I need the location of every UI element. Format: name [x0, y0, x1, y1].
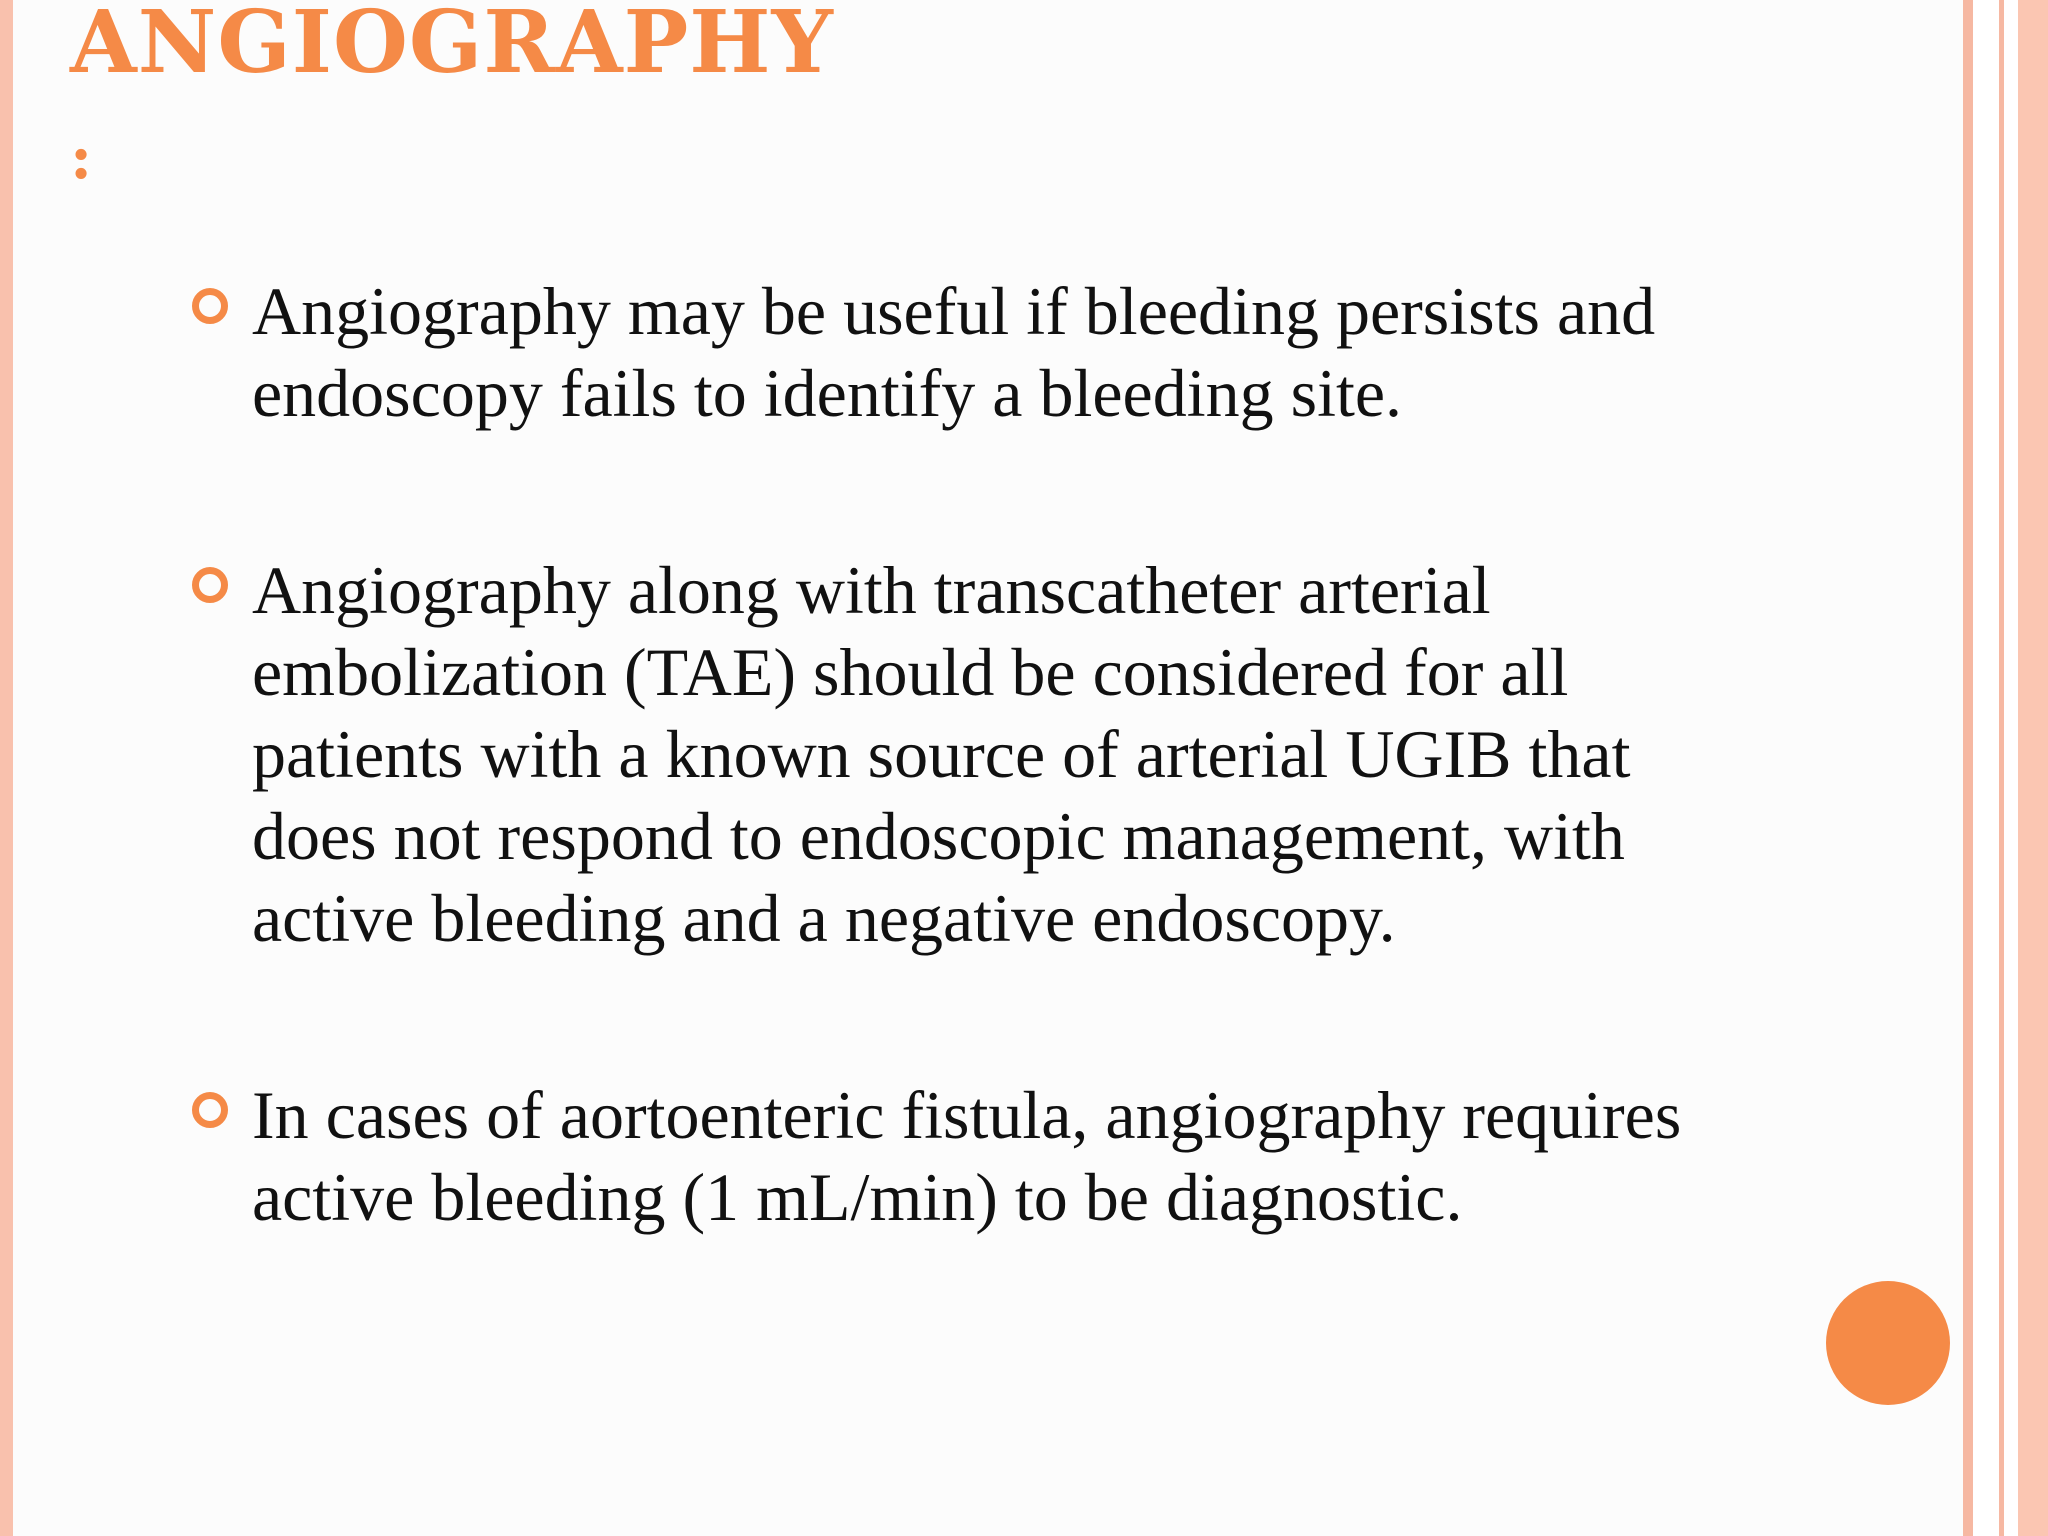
left-decorative-band: [0, 0, 13, 1536]
right-stripe-outer: [2018, 0, 2048, 1536]
slide-title-colon: :: [70, 123, 93, 193]
bullet-text: Angiography along with transcatheter arterial embolization (TAE) should be considered for all patients with a known source of arterial UGIB that does not respond to endoscopic management, with active bleeding and a negative endoscopy.: [252, 552, 1631, 956]
bullet-list: [192, 270, 1752, 1238]
bullet-text: Angiography may be useful if bleeding persists and endoscopy fails to identify a bleeding site.: [252, 273, 1656, 431]
bullet-item: [192, 1074, 1752, 1238]
bullet-item: [192, 270, 1752, 434]
slide-title: ANGIOGRAPHY: [70, 0, 834, 93]
orange-circle-icon: [1826, 1281, 1950, 1405]
bullet-item: [192, 549, 1752, 959]
hollow-circle-bullet-icon: [192, 288, 228, 324]
right-stripe-gap: [1973, 0, 1999, 1536]
right-stripe: [1963, 0, 1973, 1536]
bullet-text: In cases of aortoenteric fistula, angiography requires active bleeding (1 mL/min) to be diagnostic.: [252, 1077, 1682, 1235]
hollow-circle-bullet-icon: [192, 567, 228, 603]
right-stripe-gap: [2004, 0, 2018, 1536]
hollow-circle-bullet-icon: [192, 1092, 228, 1128]
